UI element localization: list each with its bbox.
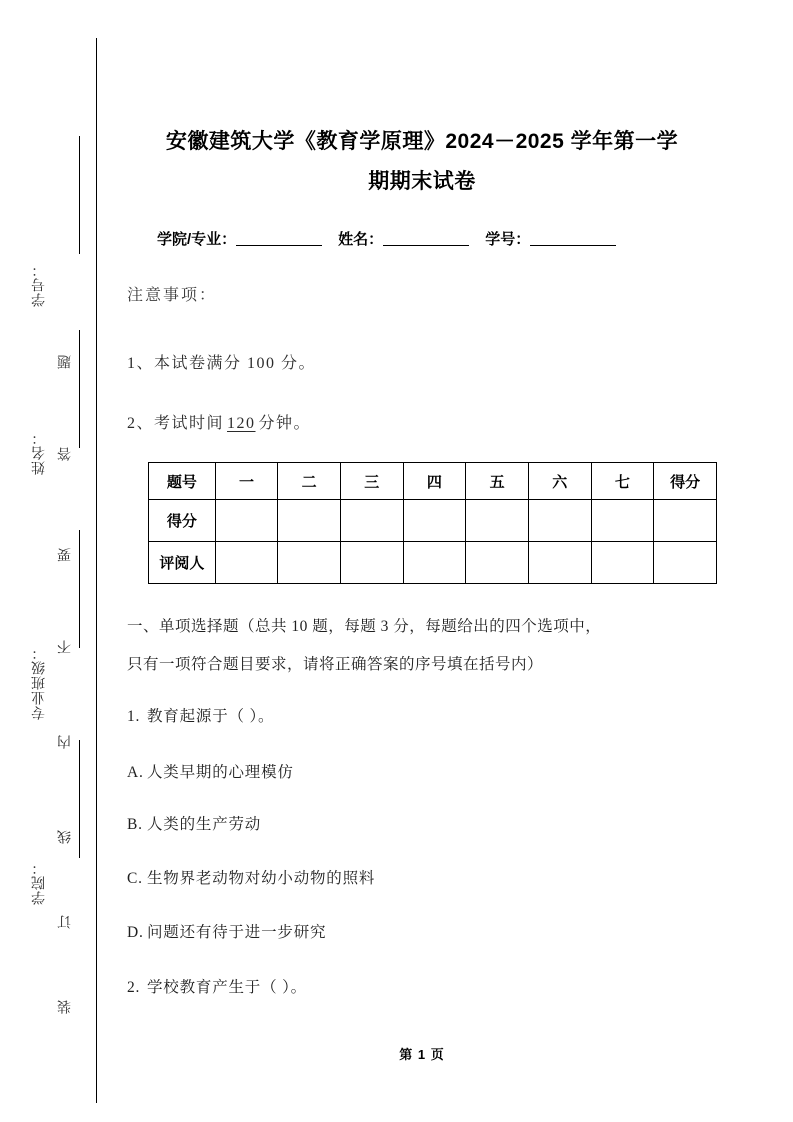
page-title xyxy=(127,122,717,202)
table-header-cell: 二 xyxy=(278,463,341,500)
table-cell[interactable] xyxy=(403,500,466,542)
question-1 xyxy=(127,704,274,726)
table-cell[interactable] xyxy=(654,500,717,542)
table-header-cell: 得分 xyxy=(654,463,717,500)
notice-item-1: 1、本试卷满分 100 分。 xyxy=(127,355,317,372)
table-header-cell: 题号 xyxy=(149,463,216,500)
table-cell[interactable] xyxy=(528,542,591,584)
table-cell[interactable] xyxy=(654,542,717,584)
table-cell[interactable] xyxy=(528,500,591,542)
table-cell[interactable] xyxy=(278,500,341,542)
paper-content xyxy=(127,0,717,1122)
option-d-text: 问题还有待于进一步研究 xyxy=(147,924,327,941)
question-1-option-b[interactable] xyxy=(127,812,261,834)
seal-char-2: 答 xyxy=(58,447,73,461)
name-field[interactable] xyxy=(383,231,469,246)
table-header-cell: 四 xyxy=(403,463,466,500)
margin-blank-line-1 xyxy=(79,136,80,254)
notice-item-2 xyxy=(127,410,311,433)
table-row xyxy=(149,463,717,500)
question-2 xyxy=(127,975,307,997)
option-b-text: 人类的生产劳动 xyxy=(147,816,262,833)
notice-2-suffix: 分钟。 xyxy=(258,415,312,432)
score-table xyxy=(148,462,717,584)
margin-label-class: 专业班级： xyxy=(32,645,47,720)
margin-blank-line-4 xyxy=(79,740,80,858)
college-major-label: 学院/专业： xyxy=(157,231,237,248)
table-row-label: 得分 xyxy=(149,500,216,542)
question-1-option-a[interactable] xyxy=(127,760,294,782)
table-cell[interactable] xyxy=(215,542,278,584)
table-cell[interactable] xyxy=(340,500,403,542)
page-title-line-1: 安徽建筑大学《教育学原理》2024－2025 学年第一学 xyxy=(165,130,679,153)
question-2-text: 学校教育产生于（ ）。 xyxy=(147,979,307,996)
table-header-cell: 五 xyxy=(466,463,529,500)
option-a-text: 人类早期的心理模仿 xyxy=(147,764,294,781)
page-footer: 第 1 页 xyxy=(399,1047,445,1062)
seal-char-4: 不 xyxy=(58,640,73,654)
student-id-label: 学号： xyxy=(485,231,531,248)
question-1-text: 教育起源于（ ）。 xyxy=(147,708,275,725)
page-title-line-2: 期期末试卷 xyxy=(368,170,476,193)
table-cell[interactable] xyxy=(340,542,403,584)
seal-char-7: 订 xyxy=(58,915,73,929)
option-c-letter: C. xyxy=(127,870,143,887)
seal-char-5: 内 xyxy=(58,735,73,749)
table-header-cell: 一 xyxy=(215,463,278,500)
notice-2-prefix: 2、考试时间 xyxy=(127,415,225,432)
table-cell[interactable] xyxy=(466,542,529,584)
option-a-letter: A. xyxy=(127,764,144,781)
seal-char-6: 线 xyxy=(58,830,73,844)
section-one-heading xyxy=(127,608,707,684)
margin-label-college: 学院： xyxy=(32,860,47,905)
exam-duration-value: 120 xyxy=(227,415,256,432)
table-row xyxy=(149,542,717,584)
option-b-letter: B. xyxy=(127,816,143,833)
seal-char-8: 装 xyxy=(58,1000,73,1014)
table-cell[interactable] xyxy=(278,542,341,584)
margin-blank-line-3 xyxy=(79,530,80,648)
question-1-option-c[interactable] xyxy=(127,866,375,888)
name-label: 姓名： xyxy=(338,231,384,248)
margin-label-student-id: 学号： xyxy=(32,262,47,307)
section-one-heading-line-1: 一、单项选择题（总共 10 题，每题 3 分，每题给出的四个选项中， xyxy=(127,618,602,635)
question-1-number: 1. xyxy=(127,708,141,725)
table-header-cell: 三 xyxy=(340,463,403,500)
margin-blank-line-2 xyxy=(79,330,80,448)
table-header-cell: 七 xyxy=(591,463,654,500)
margin-label-name: 姓名： xyxy=(32,430,47,475)
option-d-letter: D. xyxy=(127,924,144,941)
binding-seal-line xyxy=(96,38,97,1103)
section-one-heading-line-2: 只有一项符合题目要求，请将正确答案的序号填在括号内） xyxy=(127,656,544,673)
student-id-field[interactable] xyxy=(530,231,616,246)
seal-char-1: 题 xyxy=(58,355,73,369)
notices-heading: 注意事项： xyxy=(127,287,218,304)
table-cell[interactable] xyxy=(403,542,466,584)
college-major-field[interactable] xyxy=(236,231,322,246)
question-1-option-d[interactable] xyxy=(127,920,326,942)
table-cell[interactable] xyxy=(466,500,529,542)
table-row xyxy=(149,500,717,542)
table-cell[interactable] xyxy=(591,500,654,542)
question-2-number: 2. xyxy=(127,979,141,996)
option-c-text: 生物界老动物对幼小动物的照料 xyxy=(147,870,376,887)
table-cell[interactable] xyxy=(215,500,278,542)
seal-char-3: 要 xyxy=(58,548,73,562)
table-header-cell: 六 xyxy=(528,463,591,500)
student-info-line xyxy=(157,228,717,249)
table-row-label: 评阅人 xyxy=(149,542,216,584)
table-cell[interactable] xyxy=(591,542,654,584)
